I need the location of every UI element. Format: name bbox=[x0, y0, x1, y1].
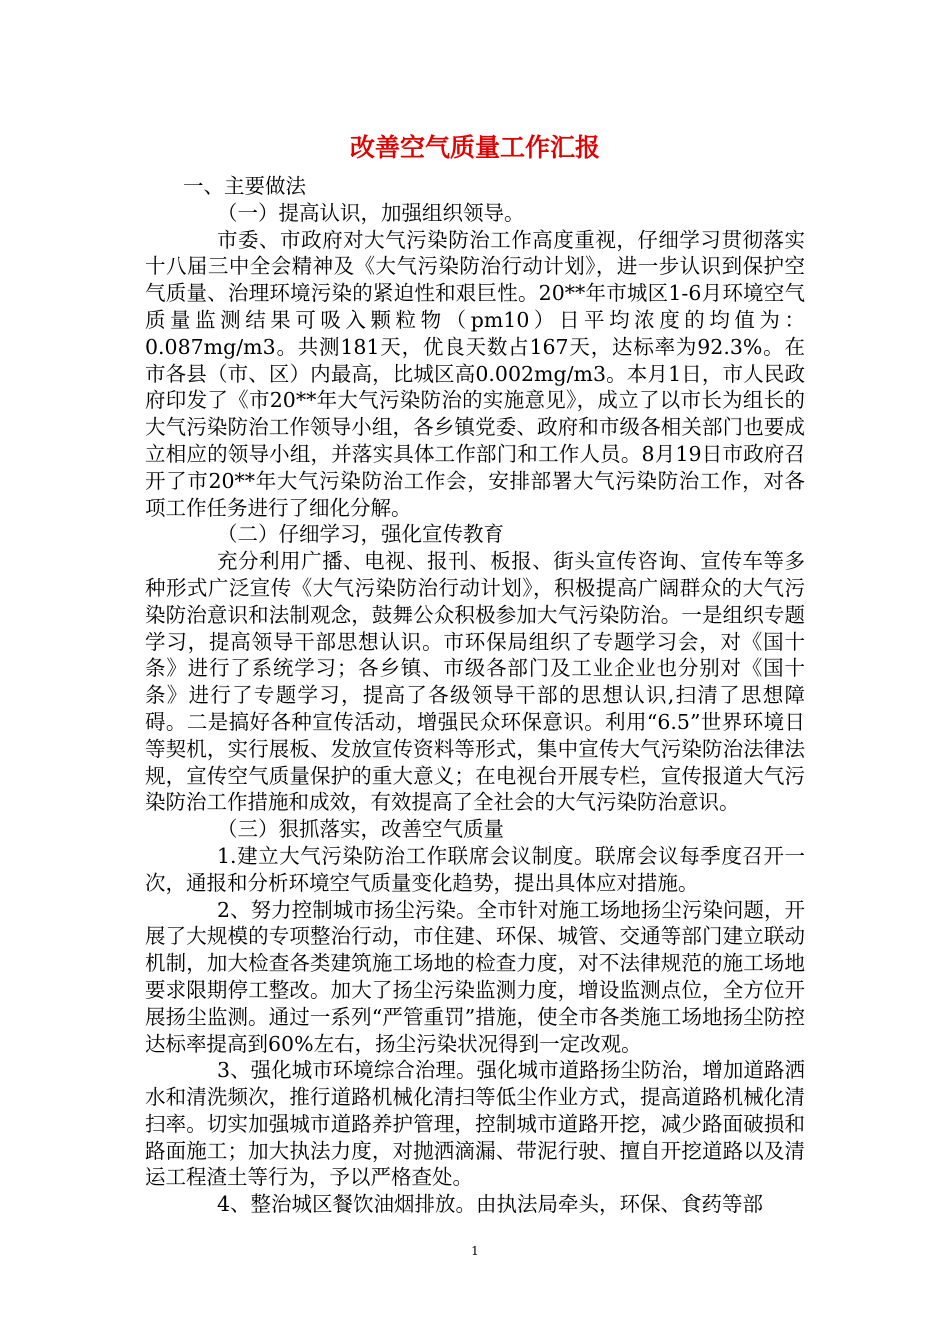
body-paragraph: 充分利用广播、电视、报刊、板报、街头宣传咨询、宣传车等多种形式广泛宣传《大气污染防治行动计划》，积极提高广阔群众的大气污染防治意识和法制观念，鼓舞公众积极参加大气污染防治。一是组织专题学习，提高领导干部思想认识。市环保局组织了专题学习会，对《国十条》进行了系统学习；各乡镇、市级各部门及工业企业也分别对《国十条》进行了专题学习，提高了各级领导干部的思想认识,扫清了思想障碍。二是搞好各种宣传活动，增强民众环保意识。利用“6.5”世界环境日等契机，实行展板、发放宣传资料等形式，集中宣传大气污染防治法律法规，宣传空气质量保护的重大意义；在电视台开展专栏，宣传报道大气污染防治工作措施和成效，有效提高了全社会的大气污染防治意识。 bbox=[145, 549, 805, 815]
body-paragraph: 市委、市政府对大气污染防治工作高度重视，仔细学习贯彻落实十八届三中全会精神及《大气污染防治行动计划》，进一步认识到保护空气质量、治理环境污染的紧迫性和艰巨性。20**年市城区1-6月环境空气质量监测结果可吸入颗粒物（pm10）日平均浓度的均值为：0.087mg/m3。共测181天，优良天数占167天，达标率为92.3%。在市各县（市、区）内最高，比城区高0.002mg/m3。本月1日，市人民政府印发了《市20**年大气污染防治的实施意见》，成立了以市长为组长的大气污染防治工作领导小组，各乡镇党委、政府和市级各相关部门也要成立相应的领导小组，并落实具体工作部门和工作人员。8月19日市政府召开了市20**年大气污染防治工作会，安排部署大气污染防治工作，对各项工作任务进行了细化分解。 bbox=[145, 227, 805, 520]
page-number: 1 bbox=[471, 1244, 479, 1258]
body-paragraph: 3、强化城市环境综合治理。强化城市道路扬尘防治，增加道路洒水和清洗频次，推行道路机械化清扫等低尘作业方式，提高道路机械化清扫率。切实加强城市道路养护管理，控制城市道路开挖，减少路面破损和路面施工；加大执法力度，对抛洒滴漏、带泥行驶、擅自开挖道路以及清运工程渣土等行为，予以严格查处。 bbox=[145, 1058, 805, 1190]
subsection-heading: （一）提高认识，加强组织领导。 bbox=[217, 200, 525, 225]
subsection-heading: （三）狠抓落实，改善空气质量 bbox=[217, 817, 504, 842]
body-paragraph: 2、努力控制城市扬尘污染。全市针对施工场地扬尘污染问题，开展了大规模的专项整治行动，市住建、环保、城管、交通等部门建立联动机制，加大检查各类建筑施工场地的检查力度，对不法律规范的施工场地要求限期停工整改。加大了扬尘污染监测力度，增设监测点位，全方位开展扬尘监测。通过一系列“严管重罚”措施，使全市各类施工场地扬尘防控达标率提高到60%左右，扬尘污染状况得到一定改观。 bbox=[145, 897, 805, 1056]
document-body bbox=[145, 173, 805, 1218]
document-title: 改善空气质量工作汇报 bbox=[349, 133, 600, 162]
section-heading: 一、主要做法 bbox=[183, 174, 306, 198]
subsection-heading: （二）仔细学习，强化宣传教育 bbox=[217, 522, 504, 547]
body-paragraph: 1.建立大气污染防治工作联席会议制度。联席会议每季度召开一次，通报和分析环境空气质量变化趋势，提出具体应对措施。 bbox=[145, 843, 805, 895]
body-paragraph: 4、整治城区餐饮油烟排放。由执法局牵头，环保、食药等部 bbox=[217, 1192, 764, 1217]
